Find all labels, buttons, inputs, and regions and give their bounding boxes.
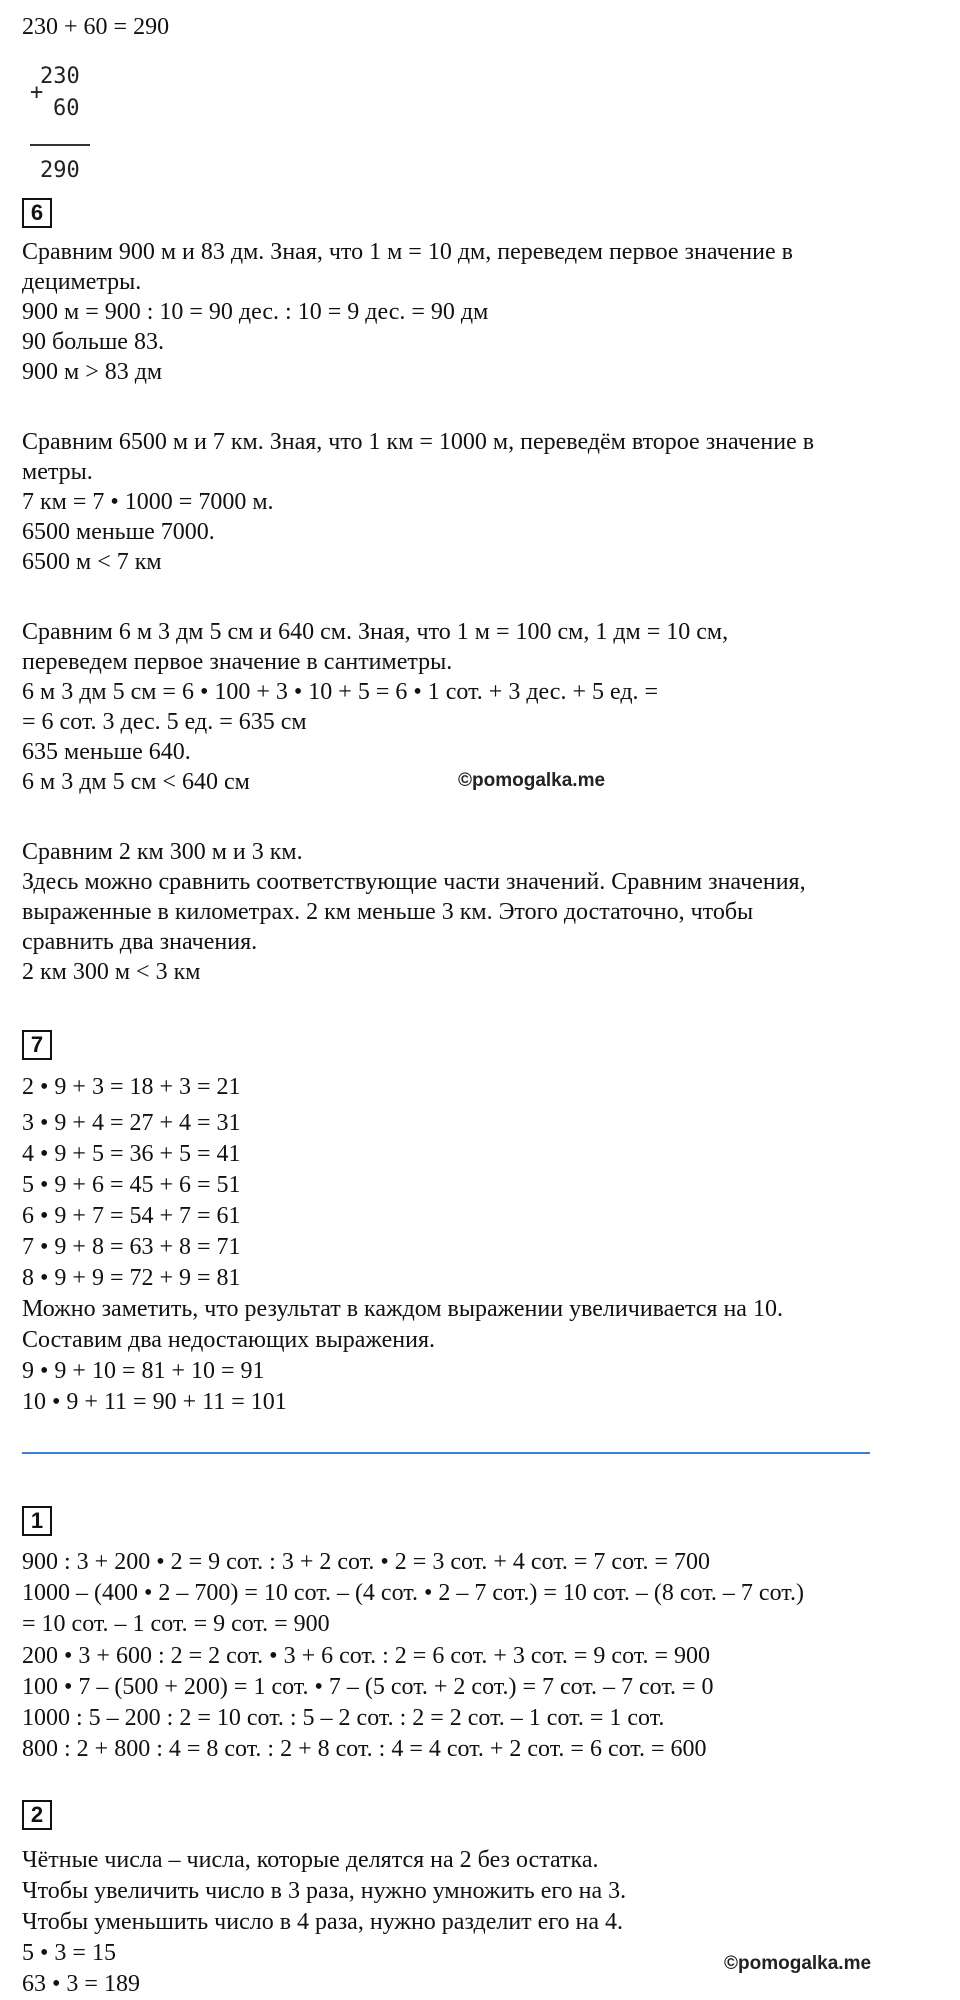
task6-line: выраженные в километрах. 2 км меньше 3 км. Этого достаточно, чтобы (22, 899, 754, 925)
task6-line: Сравним 900 м и 83 дм. Зная, что 1 м = 10 дм, переведем первое значение в (22, 239, 793, 265)
column-addend-2: 60 (53, 96, 80, 121)
column-result: 290 (40, 158, 80, 183)
task2-line: 5 • 3 = 15 (22, 1940, 116, 1966)
task1-line: 1000 : 5 – 200 : 2 = 10 сот. : 5 – 2 сот. : 2 = 2 сот. – 1 сот. = 1 сот. (22, 1705, 665, 1731)
task6-line: 2 км 300 м < 3 км (22, 959, 201, 985)
task7-line: 2 • 9 + 3 = 18 + 3 = 21 (22, 1074, 241, 1100)
task1-line: 1000 – (400 • 2 – 700) = 10 сот. – (4 сот. • 2 – 7 сот.) = 10 сот. – (8 сот. – 7 сот.) (22, 1580, 804, 1606)
watermark: ©pomogalka.me (458, 770, 606, 791)
task6-line: 635 меньше 640. (22, 739, 191, 765)
task1-line: = 10 сот. – 1 сот. = 9 сот. = 900 (22, 1611, 330, 1637)
task6-line: сравнить два значения. (22, 929, 258, 955)
task1-line: 900 : 3 + 200 • 2 = 9 сот. : 3 + 2 сот. • 2 = 3 сот. + 4 сот. = 7 сот. = 700 (22, 1549, 710, 1575)
task6-line: метры. (22, 459, 93, 485)
task7-line: Составим два недостающих выражения. (22, 1327, 436, 1353)
task1-line: 100 • 7 – (500 + 200) = 1 сот. • 7 – (5 сот. + 2 сот.) = 7 сот. – 7 сот. = 0 (22, 1674, 714, 1700)
task6-line: Здесь можно сравнить соответствующие части значений. Сравним значения, (22, 869, 806, 895)
task6-line: Сравним 6 м 3 дм 5 см и 640 см. Зная, что 1 м = 100 см, 1 дм = 10 см, (22, 619, 729, 645)
task-number-6: 6 (22, 198, 52, 228)
task7-line: 4 • 9 + 5 = 36 + 5 = 41 (22, 1141, 241, 1167)
task-number-1: 1 (22, 1506, 52, 1536)
task7-line: 10 • 9 + 11 = 90 + 11 = 101 (22, 1389, 287, 1415)
task6-line: 900 м > 83 дм (22, 359, 163, 385)
task-number-7: 7 (22, 1030, 52, 1060)
task2-line: Чётные числа – числа, которые делятся на 2 без остатка. (22, 1847, 599, 1873)
task6-line: = 6 сот. 3 дес. 5 ед. = 635 см (22, 709, 307, 735)
task6-line: 6500 меньше 7000. (22, 519, 215, 545)
task-number-2: 2 (22, 1800, 52, 1830)
task6-line: Сравним 6500 м и 7 км. Зная, что 1 км = 1000 м, переведём второе значение в (22, 429, 815, 455)
column-addend-1: 230 (40, 64, 80, 89)
task7-line: 9 • 9 + 10 = 81 + 10 = 91 (22, 1358, 265, 1384)
task6-line: 6 м 3 дм 5 см < 640 см (22, 769, 250, 795)
task6-line: 6500 м < 7 км (22, 549, 162, 575)
top-equation: 230 + 60 = 290 (22, 14, 170, 40)
task6-line: дециметры. (22, 269, 142, 295)
task6-line: 7 км = 7 • 1000 = 7000 м. (22, 489, 274, 515)
task6-line: 900 м = 900 : 10 = 90 дес. : 10 = 9 дес. = 90 дм (22, 299, 489, 325)
column-plus-sign: + (30, 80, 44, 105)
task7-line: 8 • 9 + 9 = 72 + 9 = 81 (22, 1265, 241, 1291)
task6-line: переведем первое значение в сантиметры. (22, 649, 453, 675)
task7-line: Можно заметить, что результат в каждом выражении увеличивается на 10. (22, 1296, 783, 1322)
task1-line: 800 : 2 + 800 : 4 = 8 сот. : 2 + 8 сот. : 4 = 4 сот. + 2 сот. = 6 сот. = 600 (22, 1736, 707, 1762)
section-divider (22, 1452, 870, 1454)
watermark: ©pomogalka.me (724, 1953, 872, 1974)
task7-line: 5 • 9 + 6 = 45 + 6 = 51 (22, 1172, 241, 1198)
task2-line: Чтобы уменьшить число в 4 раза, нужно разделит его на 4. (22, 1909, 624, 1935)
task6-line: 90 больше 83. (22, 329, 164, 355)
task1-line: 200 • 3 + 600 : 2 = 2 сот. • 3 + 6 сот. : 2 = 6 сот. + 3 сот. = 9 сот. = 900 (22, 1643, 710, 1669)
task6-line: Сравним 2 км 300 м и 3 км. (22, 839, 303, 865)
column-rule (30, 144, 90, 146)
task6-line: 6 м 3 дм 5 см = 6 • 100 + 3 • 10 + 5 = 6 • 1 сот. + 3 дес. + 5 ед. = (22, 679, 659, 705)
task7-line: 7 • 9 + 8 = 63 + 8 = 71 (22, 1234, 241, 1260)
task2-line: Чтобы увеличить число в 3 раза, нужно умножить его на 3. (22, 1878, 627, 1904)
task7-line: 3 • 9 + 4 = 27 + 4 = 31 (22, 1110, 241, 1136)
task2-line: 63 • 3 = 189 (22, 1971, 140, 1997)
task7-line: 6 • 9 + 7 = 54 + 7 = 61 (22, 1203, 241, 1229)
